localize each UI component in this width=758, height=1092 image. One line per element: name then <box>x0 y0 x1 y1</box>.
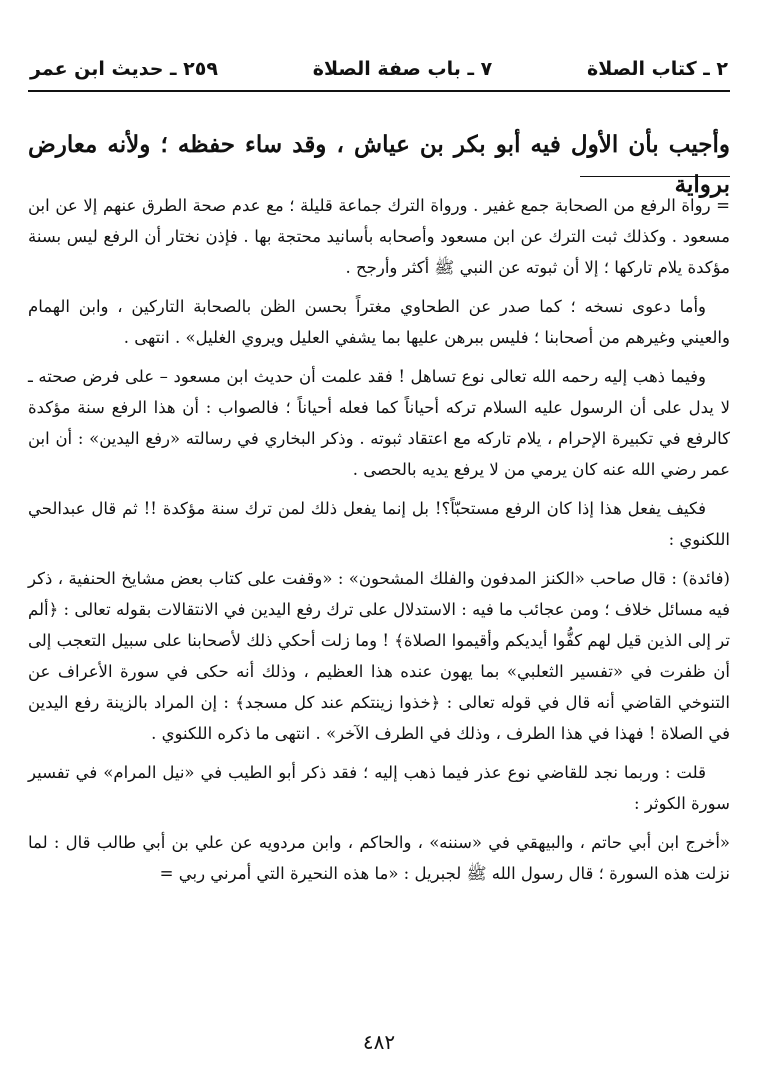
footnote-paragraph: = رواة الرفع من الصحابة جمع غفير . ورواة الترك جماعة قليلة ؛ مع عدم صحة الطرق عنهم إلا عن ابن مسعود . وكذلك ثبت الترك عن ابن مسعود وأصحابه بأسانيد محتجة بها . فإذن نختار أن الرفع ليس بسنة مؤكدة يلام تاركها ؛ إلا أن ثبوته عن النبي ﷺ أكثر وأرجح . <box>28 196 730 277</box>
hadith-title: ٢٥٩ ـ حديث ابن عمر <box>30 58 218 80</box>
running-header <box>30 48 728 90</box>
footnote-paragraph: (فائدة) : قال صاحب «الكنز المدفون والفلك المشحون» : «وقفت على كتاب بعض مشايخ الحنفية ، ذكر فيه مسائل خلاف ؛ ومن عجائب ما فيه : الاستدلال على ترك رفع اليدين في الانتقالات بقوله تعالى : ﴿ألم تر إلى الذين قيل لهم كفُّوا أيديكم وأقيموا الصلاة﴾ ! وما زلت أحكي ذلك لأصحابنا على سبيل التعجب إلى أن ظفرت في «تفسير الثعلبي» بما يهون عنده هذا العظيم ، وذلك أنه حكى في سورة الأعراف عن التنوخي القاضي أنه قال في قوله تعالى : ﴿خذوا زينتكم عند كل مسجد﴾ : إن المراد بالزينة رفع اليدين في الصلاة ! فهذا في هذا الطرف ، وذلك في الطرف الآخر» . انتهى ما ذكره اللكنوي . <box>28 569 730 743</box>
header-divider <box>28 90 730 92</box>
footnote-divider <box>580 176 730 177</box>
chapter-title: ٢ ـ كتاب الصلاة <box>587 58 728 80</box>
footnote-paragraph: قلت : وربما نجد للقاضي نوع عذر فيما ذهب إليه ؛ فقد ذكر أبو الطيب في «نيل المرام» في تفسير سورة الكوثر : <box>28 763 730 813</box>
footnote-paragraph: وأما دعوى نسخه ؛ كما صدر عن الطحاوي مغتراً بحسن الظن بالصحابة التاركين ، وابن الهمام والعيني وغيرهم من أصحابنا ؛ فليس ببرهن عليها بما يشفي العليل ويروي الغليل» . انتهى . <box>28 297 730 347</box>
footnote-block <box>28 190 730 897</box>
section-title: ٧ ـ باب صفة الصلاة <box>312 58 493 80</box>
footnote-paragraph: فكيف يفعل هذا إذا كان الرفع مستحبّاً؟! بل إنما يفعل ذلك لمن ترك سنة مؤكدة !! ثم قال عبدالحي اللكنوي : <box>28 499 730 549</box>
main-text: وأجيب بأن الأول فيه أبو بكر بن عياش ، وقد ساء حفظه ؛ ولأنه معارض برواية <box>28 131 730 198</box>
footnote-paragraph: «أخرج ابن أبي حاتم ، والبيهقي في «سننه» ، والحاكم ، وابن مردويه عن علي بن أبي طالب قال : لما نزلت هذه السورة ؛ قال رسول الله ﷺ لجبريل : «ما هذه النحيرة التي أمرني ربي = <box>28 833 730 883</box>
footnote-paragraph: وفيما ذهب إليه رحمه الله تعالى نوع تساهل ! فقد علمت أن حديث ابن مسعود – على فرض صحته ـ لا يدل على أن الرسول عليه السلام تركه أحياناً كما فعله أحياناً ؛ فالصواب : أن هذا الرفع سنة مؤكدة كالرفع في تكبيرة الإحرام ، يلام تاركه مع اعتقاد ثبوته . وذكر البخاري في رسالته «رفع اليدين» : أن ابن عمر رضي الله عنه كان يرمي من لا يرفع يديه بالحصى . <box>28 367 730 479</box>
page-number: ٤٨٢ <box>362 1030 396 1054</box>
